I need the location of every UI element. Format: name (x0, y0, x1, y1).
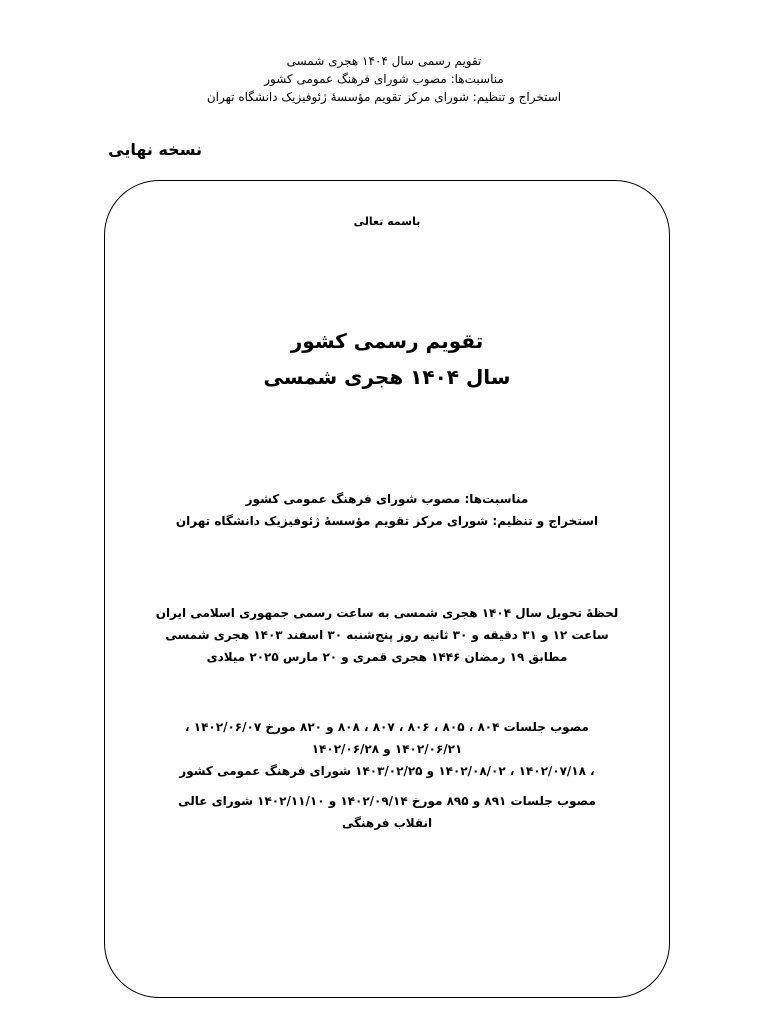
transition-line-3: مطابق ۱۹ رمضان ۱۴۴۶ هجری قمری و ۲۰ مارس ۲۰۲۵ میلادی (206, 650, 568, 664)
credits-block (105, 488, 669, 532)
transition-line-2: ساعت ۱۲ و ۳۱ دقیقه و ۳۰ ثانیه روز پنج‌شنبه ۳۰ اسفند ۱۴۰۳ هجری شمسی (165, 628, 609, 642)
header-line-1: تقویم رسمی سال ۱۴۰۴ هجری شمسی (286, 54, 482, 68)
approval-1-line-1: مصوب جلسات ۸۰۴ ، ۸۰۵ ، ۸۰۶ ، ۸۰۷ ، ۸۰۸ و ۸۲۰ مورخ ۱۴۰۲/۰۶/۰۷ ، ۱۴۰۲/۰۶/۲۱ و ۱۴۰۲/۰۶/۲۸ (185, 720, 589, 756)
approval-block-2 (105, 790, 669, 834)
document-header (0, 52, 768, 106)
title-line-2: سال ۱۴۰۴ هجری شمسی (263, 365, 511, 389)
transition-line-1: لحظهٔ تحویل سال ۱۴۰۴ هجری شمسی به ساعت رسمی جمهوری اسلامی ایران (155, 606, 619, 620)
header-line-3: استخراج و تنظیم: شورای مرکز تقویم مؤسسهٔ ژئوفیزیک دانشگاه تهران (206, 90, 562, 104)
header-line-2: مناسبت‌ها: مصوب شورای فرهنگ عمومی کشور (264, 72, 504, 86)
credits-line-2: استخراج و تنظیم: شورای مرکز تقویم مؤسسهٔ ژئوفیزیک دانشگاه تهران (175, 514, 599, 528)
credits-line-1: مناسبت‌ها: مصوب شورای فرهنگ عمومی کشور (245, 492, 529, 506)
title-frame (104, 180, 670, 998)
basmala: باسمه تعالی (353, 215, 421, 228)
main-title (105, 323, 669, 395)
approval-block-1 (105, 716, 669, 782)
approval-2-line: مصوب جلسات ۸۹۱ و ۸۹۵ مورخ ۱۴۰۲/۰۹/۱۴ و ۱۴۰۲/۱۱/۱۰ شورای عالی انقلاب فرهنگی (178, 794, 596, 830)
final-version-label: نسخه نهایی (108, 140, 202, 159)
approval-1-line-2: ، ۱۴۰۲/۰۷/۱۸ ، ۱۴۰۲/۰۸/۰۲ و ۱۴۰۳/۰۲/۲۵ شورای فرهنگ عمومی کشور (179, 764, 595, 778)
title-line-1: تقویم رسمی کشور (290, 329, 484, 353)
new-year-transition-block (105, 602, 669, 668)
